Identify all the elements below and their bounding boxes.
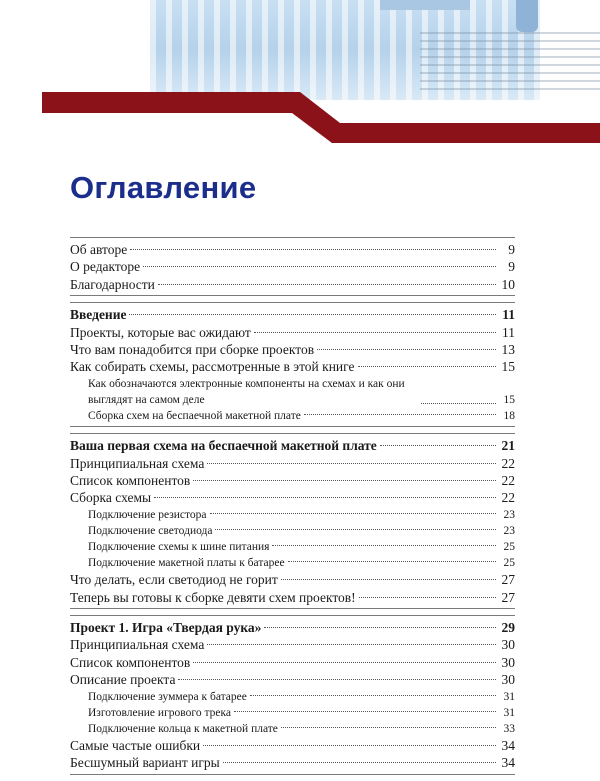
toc-page-number: 22 [501, 472, 515, 488]
toc-page-number: 30 [501, 654, 515, 670]
toc-page-number: 31 [503, 690, 515, 703]
toc-entry-title: Подключение резистора [88, 508, 207, 521]
toc-page-number: 9 [508, 259, 515, 275]
toc-dot-leader [264, 627, 496, 628]
toc-entry-title: Благодарности [70, 276, 155, 292]
toc-entry-title: Список компонентов [70, 472, 191, 488]
toc-page-number: 34 [501, 755, 515, 771]
toc-entry[interactable] [70, 571, 515, 588]
toc-entry-title: Самые частые ошибки [70, 737, 201, 753]
toc-entry-title: Сборка схем на беспаечной макетной плате [88, 410, 301, 423]
toc-page-number: 22 [501, 455, 515, 471]
toc-page-number: 30 [501, 672, 515, 688]
toc-dot-leader [281, 579, 496, 580]
toc-dot-leader [207, 644, 496, 645]
toc-page-number: 30 [501, 637, 515, 653]
banner-stripe-shape [42, 92, 600, 143]
toc-entry-title: Подключение светодиода [88, 524, 213, 537]
toc-dot-leader [130, 249, 496, 250]
toc-page-number: 11 [502, 307, 515, 323]
toc-entry-title: Проекты, которые вас ожидают [70, 324, 251, 340]
toc-subentry[interactable] [70, 408, 515, 424]
toc-page-number: 23 [503, 524, 515, 537]
toc-entry-title: Теперь вы готовы к сборке девяти схем проектов! [70, 589, 356, 605]
banner-stripe [0, 0, 600, 150]
toc-dot-leader [223, 762, 496, 763]
toc-dot-leader [281, 727, 496, 728]
toc-entry[interactable] [70, 654, 515, 671]
toc-page-number: 15 [503, 393, 515, 406]
toc-entry-title: Как обозначаются электронные компоненты на схемах и как они выглядят на самом деле [88, 377, 405, 406]
toc-entry[interactable] [70, 754, 515, 771]
toc-entry[interactable] [70, 489, 515, 506]
toc-dot-leader [421, 403, 496, 404]
toc-dot-leader [193, 480, 496, 481]
toc-chapter-heading[interactable] [70, 437, 515, 454]
toc-entry[interactable] [70, 324, 515, 341]
toc-section [70, 302, 515, 427]
toc-entry[interactable] [70, 276, 515, 293]
toc-page-number: 21 [501, 438, 515, 454]
toc-entry-title: Подключение кольца к макетной плате [88, 722, 278, 735]
toc-page-number: 9 [508, 242, 515, 257]
toc-section [70, 433, 515, 609]
toc-entry-title: Подключение зуммера к батарее [88, 690, 247, 703]
toc-dot-leader [288, 561, 496, 562]
toc-entry[interactable] [70, 241, 515, 258]
toc-page-number: 13 [501, 342, 515, 358]
toc-subentry[interactable] [70, 539, 515, 555]
toc-dot-leader [210, 513, 496, 514]
toc-chapter-heading[interactable] [70, 619, 515, 636]
toc-entry[interactable] [70, 258, 515, 275]
toc-page-number: 23 [503, 508, 515, 521]
toc-dot-leader [143, 266, 496, 267]
toc-subentry[interactable] [70, 555, 515, 571]
page-title: Оглавление [70, 170, 257, 205]
toc-page-number: 34 [501, 737, 515, 753]
toc-dot-leader [359, 597, 496, 598]
toc-dot-leader [380, 445, 496, 446]
toc-entry[interactable] [70, 341, 515, 358]
toc-entry[interactable] [70, 358, 515, 375]
toc-dot-leader [317, 349, 496, 350]
toc-dot-leader [203, 745, 496, 746]
toc-entry-title: Проект 1. Игра «Твердая рука» [70, 619, 262, 635]
toc-dot-leader [254, 332, 496, 333]
toc-entry[interactable] [70, 589, 515, 606]
toc-entry-title: Описание проекта [70, 672, 176, 688]
toc-entry[interactable] [70, 671, 515, 688]
toc-entry-title: Введение [70, 307, 127, 323]
toc-page-number: 18 [503, 410, 515, 423]
toc-entry-title: Принципиальная схема [70, 455, 205, 471]
toc-page-number: 11 [502, 324, 515, 340]
toc-section [70, 615, 515, 775]
toc-page-number: 10 [501, 276, 515, 292]
header-banner [0, 0, 600, 150]
table-of-contents [70, 237, 515, 781]
toc-entry-title: Список компонентов [70, 654, 191, 670]
toc-entry-title: Ваша первая схема на беспаечной макетной плате [70, 438, 377, 454]
toc-entry-title: Изготовление игрового трека [88, 706, 231, 719]
toc-dot-leader [250, 695, 496, 696]
toc-entry[interactable] [70, 472, 515, 489]
toc-subentry[interactable] [70, 705, 515, 721]
toc-dot-leader [207, 463, 496, 464]
toc-entry-title: Что вам понадобится при сборке проектов [70, 342, 315, 358]
toc-page-number: 31 [503, 706, 515, 719]
toc-dot-leader [215, 529, 496, 530]
toc-dot-leader [193, 662, 496, 663]
toc-page-number: 25 [503, 540, 515, 553]
toc-dot-leader [234, 711, 496, 712]
toc-dot-leader [178, 679, 496, 680]
toc-entry-title: Бесшумный вариант игры [70, 755, 220, 771]
toc-dot-leader [304, 414, 496, 415]
toc-subentry[interactable] [70, 721, 515, 737]
toc-dot-leader [154, 497, 496, 498]
toc-entry-title: Что делать, если светодиод не горит [70, 572, 278, 588]
toc-chapter-heading[interactable] [70, 306, 515, 323]
toc-page-number: 27 [501, 572, 515, 588]
toc-dot-leader [272, 545, 496, 546]
toc-entry[interactable] [70, 455, 515, 472]
toc-page-number: 27 [501, 589, 515, 605]
toc-page-number: 22 [501, 490, 515, 506]
toc-section [70, 237, 515, 296]
toc-entry-title: Принципиальная схема [70, 637, 205, 653]
toc-dot-leader [358, 366, 496, 367]
toc-page-number: 15 [501, 359, 515, 375]
toc-entry-title: Как собирать схемы, рассмотренные в этой книге [70, 359, 355, 375]
toc-entry[interactable] [70, 636, 515, 653]
toc-subentry[interactable] [70, 507, 515, 523]
toc-entry-title: Сборка схемы [70, 490, 152, 506]
toc-dot-leader [158, 284, 496, 285]
toc-page-number: 29 [501, 619, 515, 635]
toc-entry-title: О редакторе [70, 259, 141, 275]
toc-page-number: 25 [503, 557, 515, 570]
toc-entry-title: Подключение макетной платы к батарее [88, 557, 285, 570]
toc-entry-title: Об авторе [70, 242, 128, 257]
toc-entry-title: Подключение схемы к шине питания [88, 540, 270, 553]
toc-subentry[interactable] [70, 523, 515, 539]
toc-dot-leader [129, 314, 496, 315]
toc-subentry[interactable] [70, 689, 515, 705]
toc-subentry[interactable] [70, 376, 515, 408]
toc-entry[interactable] [70, 737, 515, 754]
toc-page-number: 33 [503, 722, 515, 735]
